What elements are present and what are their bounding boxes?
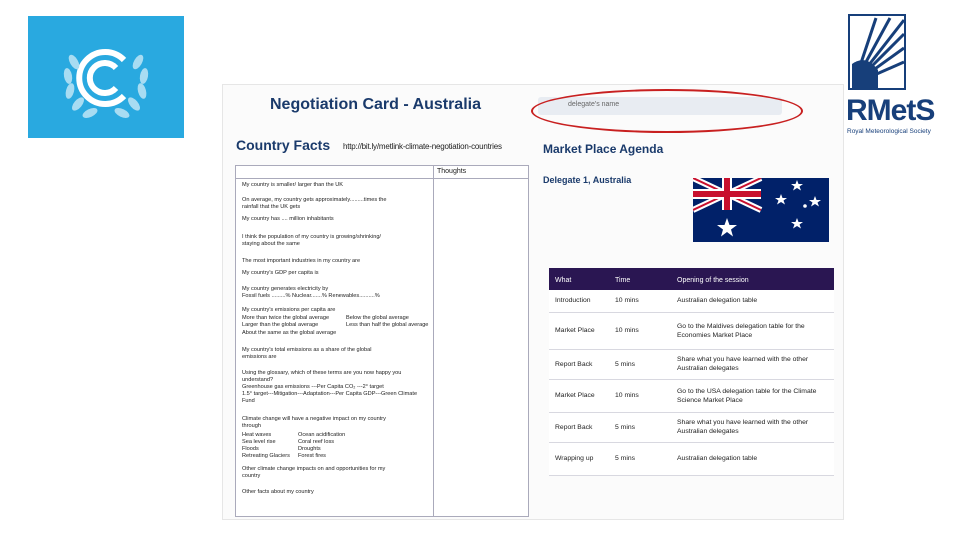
fact-line: country <box>242 473 261 479</box>
fact-line: 1.5° target---Mitigation---Adaptation---Per Capita GDP---Green Climate <box>242 391 418 397</box>
cell-activity: Share what you have learned with the other Australian delegates <box>671 412 834 442</box>
cell-time: 5 mins <box>609 412 671 442</box>
fact-line: understand? <box>242 377 274 383</box>
impact-row <box>242 446 432 453</box>
table-row <box>549 379 834 412</box>
fact-line: Greenhouse gas emissions ---Per Capita CO₂ ---2° target <box>242 384 384 390</box>
col-header-what: What <box>549 268 609 290</box>
cell-time: 10 mins <box>609 290 671 312</box>
cell-what: Report Back <box>549 349 609 379</box>
cell-what: Introduction <box>549 290 609 312</box>
fact-options-row <box>242 322 432 329</box>
unfccc-logo <box>28 16 184 138</box>
table-row <box>549 442 834 475</box>
facts-header <box>236 166 433 179</box>
cell-activity: Go to the Maldives delegation table for the Economies Market Place <box>671 312 834 349</box>
cell-time: 5 mins <box>609 442 671 475</box>
thoughts-column <box>434 166 528 516</box>
facts-column <box>236 166 434 516</box>
fact-line: Fund <box>242 398 255 404</box>
negotiation-card <box>222 84 844 520</box>
fact-option: Below the global average <box>346 315 409 321</box>
agenda-header-row <box>549 268 834 290</box>
table-row <box>549 349 834 379</box>
fact-line: Other facts about my country <box>242 489 314 495</box>
impact-item: Coral reef loss <box>298 439 335 445</box>
agenda-title: Market Place Agenda <box>543 142 664 156</box>
fact-line: My country has .... million inhabitants <box>242 216 334 222</box>
fact-line: About the same as the global average <box>242 330 337 336</box>
fact-line: I think the population of my country is growing/shrinking/ <box>242 234 381 240</box>
cell-time: 10 mins <box>609 379 671 412</box>
country-facts-table <box>235 165 529 517</box>
impact-item: Droughts <box>298 446 321 452</box>
agenda-subtitle: Delegate 1, Australia <box>543 175 632 185</box>
fact-line: My country's emissions per capita are <box>242 307 336 313</box>
fact-line: The most important industries in my country are <box>242 258 361 264</box>
fact-line: My country is smaller/ larger than the UK <box>242 182 344 188</box>
cell-time: 5 mins <box>609 349 671 379</box>
sunburst-icon <box>848 14 906 90</box>
table-row <box>549 312 834 349</box>
agenda-table <box>549 268 834 476</box>
highlight-oval <box>531 89 803 133</box>
cell-what: Market Place <box>549 312 609 349</box>
fact-line: through <box>242 423 261 429</box>
fact-line: My country's total emissions as a share of the global <box>242 347 372 353</box>
cell-activity: Australian delegation table <box>671 290 834 312</box>
fact-line: staying about the same <box>242 241 300 247</box>
cell-what: Market Place <box>549 379 609 412</box>
cell-activity: Share what you have learned with the other Australian delegates <box>671 349 834 379</box>
impact-row <box>242 453 432 460</box>
cell-activity: Go to the USA delegation table for the Climate Science Market Place <box>671 379 834 412</box>
fact-option: Less than half the global average <box>346 322 429 328</box>
fact-line: Fossil fuels .........% Nuclear.......% Renewables..........% <box>242 293 380 299</box>
fact-line: Climate change will have a negative impact on my country <box>242 416 386 422</box>
impact-item: Heat waves <box>242 432 272 438</box>
fact-line: Other climate change impacts on and opportunities for my <box>242 466 386 472</box>
impact-item: Forest fires <box>298 453 326 459</box>
cell-what: Report Back <box>549 412 609 442</box>
impact-item: Sea level rise <box>242 439 276 445</box>
col-header-activity: Opening of the session <box>671 268 834 290</box>
fact-option: More than twice the global average <box>242 315 330 321</box>
table-row <box>549 412 834 442</box>
cell-what: Wrapping up <box>549 442 609 475</box>
facts-link[interactable]: http://bit.ly/metlink-climate-negotiation-countries <box>343 142 502 151</box>
card-title: Negotiation Card - Australia <box>270 96 481 113</box>
fact-options-row <box>242 315 432 322</box>
fact-line: rainfall that the UK gets <box>242 204 301 210</box>
impact-item: Retreating Glaciers <box>242 453 290 459</box>
fact-line: Using the glossary, which of these terms are you now happy you <box>242 370 402 376</box>
cell-activity: Australian delegation table <box>671 442 834 475</box>
fact-line: My country's GDP per capita is <box>242 270 319 276</box>
rmets-logo <box>842 14 940 139</box>
delegate-name-field[interactable]: delegate's name <box>538 97 782 115</box>
rmets-wordmark: RMetS <box>846 94 935 127</box>
impact-item: Ocean acidification <box>298 432 346 438</box>
fact-option: Larger than the global average <box>242 322 319 328</box>
fact-line: My country generates electricity by <box>242 286 329 292</box>
thoughts-header: Thoughts <box>434 166 528 179</box>
rmets-subtitle: Royal Meteorological Society <box>847 128 931 135</box>
fact-line: On average, my country gets approximately.........times the <box>242 197 387 203</box>
col-header-time: Time <box>609 268 671 290</box>
australia-flag-icon <box>693 178 829 242</box>
un-emblem-icon <box>28 16 184 138</box>
impact-row <box>242 432 432 439</box>
impact-row <box>242 439 432 446</box>
country-facts-title: Country Facts <box>236 137 331 153</box>
cell-time: 10 mins <box>609 312 671 349</box>
impact-item: Floods <box>242 446 259 452</box>
fact-line: emissions are <box>242 354 277 360</box>
table-row <box>549 290 834 312</box>
